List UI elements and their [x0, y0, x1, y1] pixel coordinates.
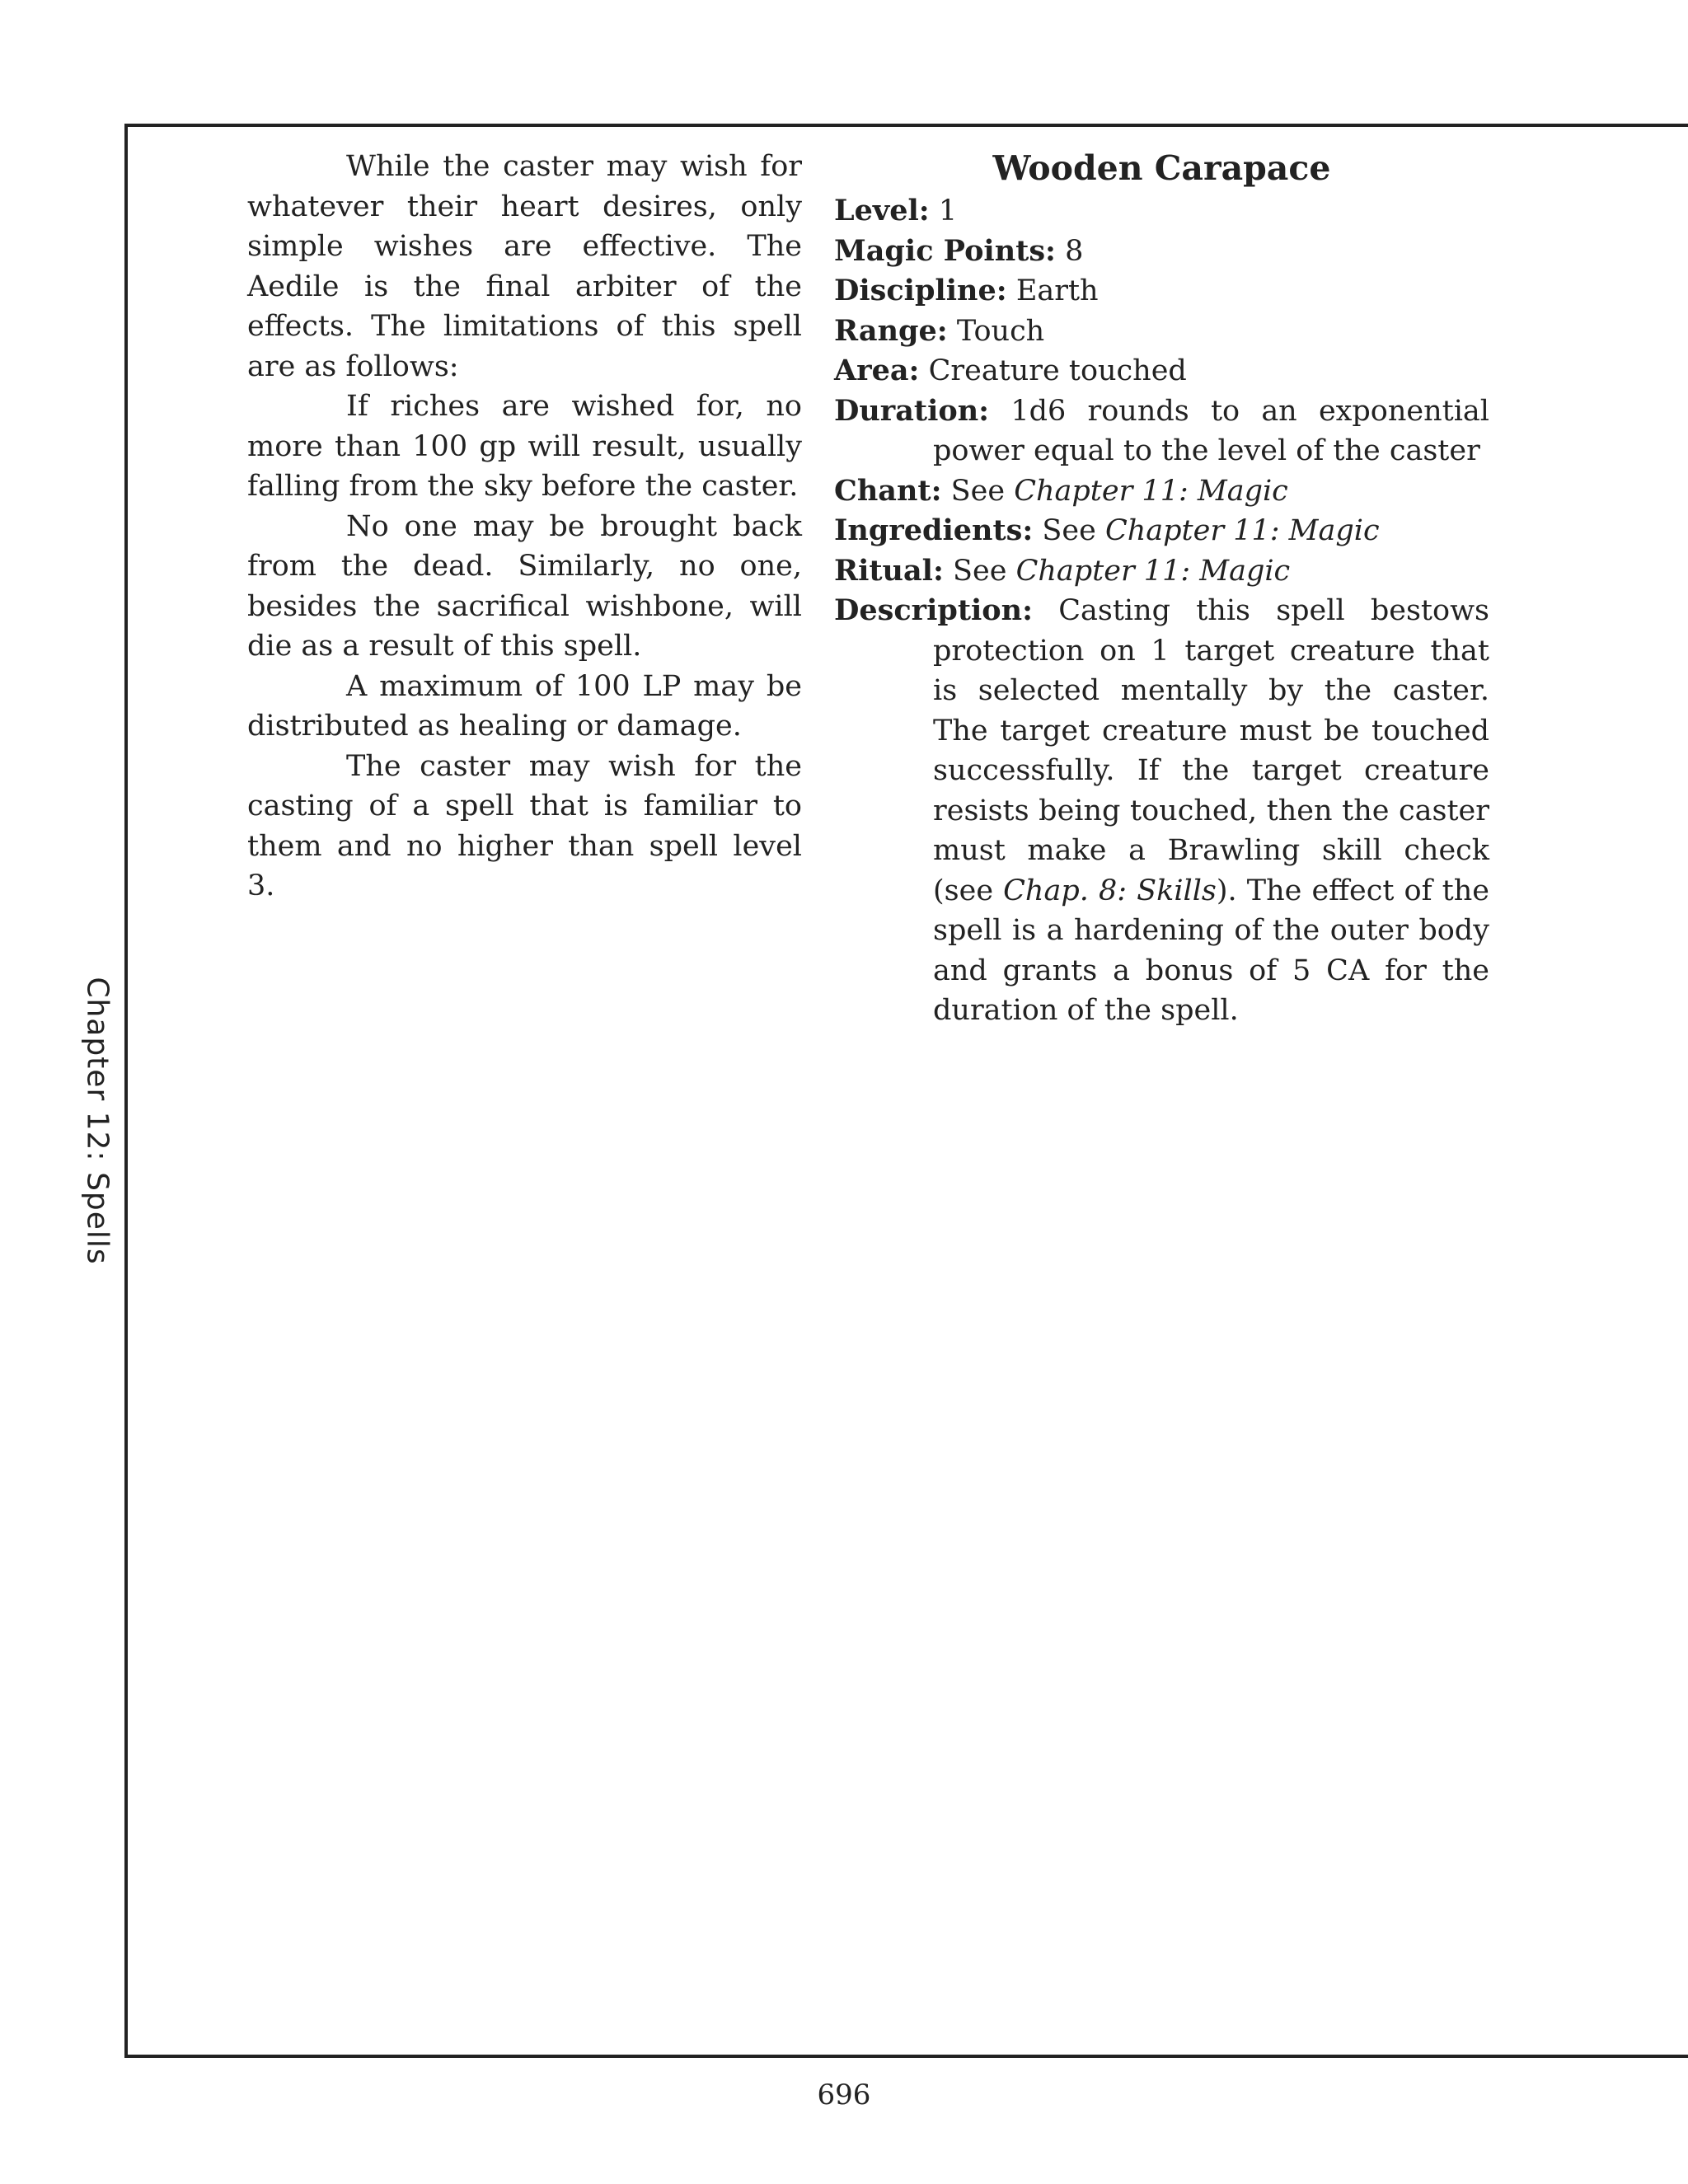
- spell-area: [834, 351, 1489, 391]
- stat-label: Magic Points:: [834, 233, 1056, 268]
- chapter-reference: Chap. 8: Skills: [1003, 874, 1217, 907]
- chapter-side-label: Chapter 12: Spells: [80, 977, 115, 1265]
- stat-label: Ritual:: [834, 553, 944, 588]
- chapter-reference: Chapter 11: Magic: [1015, 554, 1291, 588]
- stat-value: 8: [1065, 234, 1084, 268]
- stat-value: See: [950, 474, 1006, 508]
- spell-description: [834, 591, 1489, 1031]
- stat-label: Area:: [834, 354, 920, 387]
- stat-label: Discipline:: [834, 274, 1007, 307]
- page-number: 696: [817, 2079, 871, 2111]
- spell-entry: [834, 147, 1489, 1031]
- spell-ritual: [834, 551, 1489, 592]
- stat-label: Ingredients:: [834, 513, 1034, 547]
- spell-ingredients: [834, 511, 1489, 551]
- stat-value: 1: [938, 194, 958, 227]
- spell-magic-points: [834, 232, 1489, 272]
- description-text: ). The effect of the spell is a hardening of the outer body and grants a bonus of 5 CA for the duration of the spell.: [933, 874, 1489, 1027]
- paragraph: No one may be brought back from the dead. Similarly, no one, besides the sacrifical wishbone, will die as a result of this spell.: [247, 509, 802, 663]
- paragraph: If riches are wished for, no more than 100 gp will result, usually falling from the sky before the caster.: [247, 390, 802, 503]
- paragraph: A maximum of 100 LP may be distributed as healing or damage.: [247, 669, 802, 743]
- chapter-reference: Chapter 11: Magic: [1014, 474, 1288, 508]
- paragraph: While the caster may wish for whatever their heart desires, only simple wishes are effective. The Aedile is the final arbiter of the effects. The limitations of this spell are as follows:: [247, 150, 802, 383]
- spell-chant: [834, 471, 1489, 512]
- stat-value: Touch: [956, 314, 1045, 348]
- stat-label: Chant:: [834, 473, 942, 508]
- spell-duration: [834, 391, 1489, 471]
- stat-label: Description:: [834, 593, 1034, 627]
- stat-label: Level:: [834, 194, 930, 227]
- stat-value: Creature touched: [928, 354, 1187, 387]
- stat-label: Range:: [834, 313, 948, 348]
- spell-discipline: [834, 271, 1489, 312]
- stat-label: Duration:: [834, 393, 990, 428]
- spell-level: [834, 191, 1489, 232]
- left-column: [247, 147, 802, 907]
- stat-value: See: [1042, 514, 1096, 547]
- chapter-reference: Chapter 11: Magic: [1104, 514, 1380, 547]
- paragraph: The caster may wish for the casting of a spell that is familiar to them and no higher than spell level 3.: [247, 749, 802, 902]
- stat-value: See: [953, 554, 1007, 588]
- stat-value: 1d6 rounds to an exponential power equal to the level of the caster: [933, 394, 1489, 467]
- spell-title: Wooden Carapace: [992, 148, 1331, 188]
- spell-range: [834, 312, 1489, 352]
- stat-value: Earth: [1015, 274, 1099, 307]
- description-text: Casting this spell bestows protection on 1 target creature that is selected mentally by the caster. The target creature must be touched successfully. If the target creature resists being touched, then the caster must make a Brawling skill check (see: [933, 594, 1489, 907]
